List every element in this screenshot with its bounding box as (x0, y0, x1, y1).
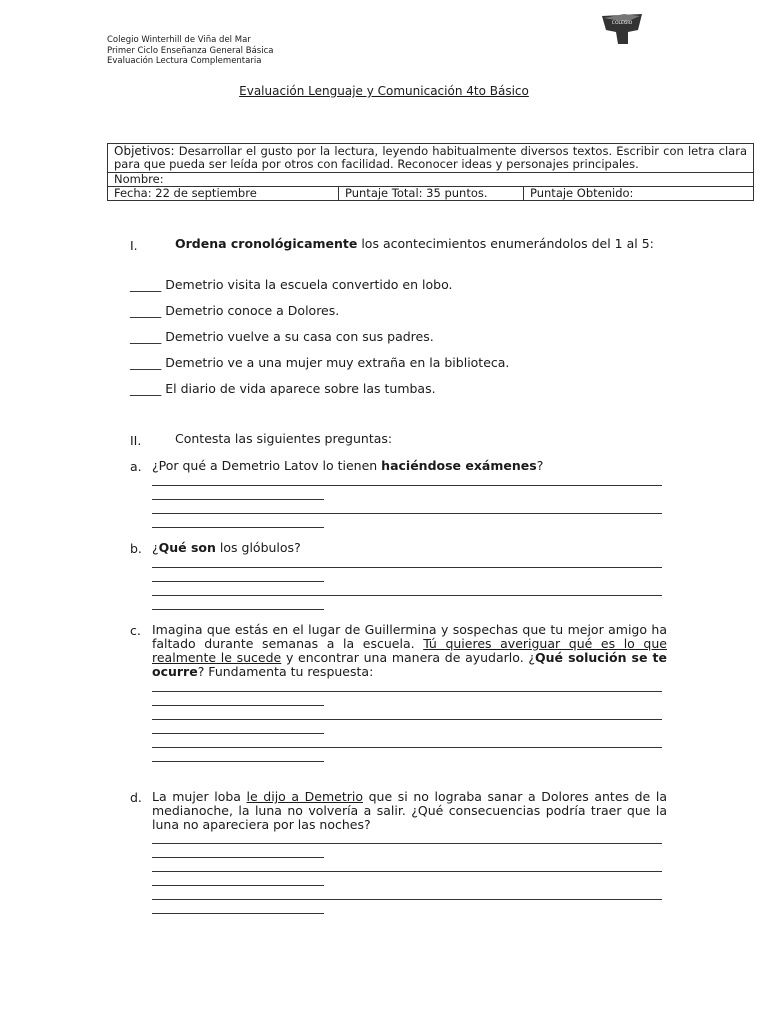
list-item: _____ Demetrio ve a una mujer muy extraña en la biblioteca. (130, 355, 510, 370)
list-item: _____ Demetrio visita la escuela convertido en lobo. (130, 277, 453, 292)
question-text: los glóbulos? (215, 540, 301, 555)
question-bold: Qué solución se te ocurre (152, 650, 667, 679)
list-item: _____ El diario de vida aparece sobre las tumbas. (130, 381, 436, 396)
question-b (130, 541, 670, 621)
question-letter: a. (130, 459, 142, 474)
answer-line[interactable] (152, 856, 324, 858)
answer-line[interactable] (152, 746, 662, 748)
answer-line[interactable] (152, 912, 324, 914)
section-one-instruction: los acontecimientos enumerándolos del 1 al 5: (357, 236, 654, 251)
section-one-numeral: I. (130, 238, 138, 253)
answer-line[interactable] (152, 732, 324, 734)
date-cell (108, 187, 339, 201)
name-cell[interactable] (108, 173, 754, 187)
evaluation-name: Evaluación Lectura Complementaria (107, 56, 262, 66)
question-a (130, 459, 670, 539)
answer-line[interactable] (152, 594, 662, 596)
question-d (130, 790, 670, 920)
answer-line[interactable] (152, 704, 324, 706)
obtained-score-cell[interactable] (524, 187, 754, 201)
answer-line[interactable] (152, 718, 662, 720)
answer-line[interactable] (152, 690, 662, 692)
answer-line[interactable] (152, 870, 662, 872)
question-text: que si no lograba sanar a Dolores antes de la medianoche, la luna no volvería a salir. ¿Qué consecuencias podría traer que la luna no apareciera por las noches? (152, 789, 667, 832)
objectives-cell (108, 144, 754, 173)
question-text: ¿Por qué a Demetrio Latov lo tienen (152, 458, 382, 473)
question-text: La mujer loba (152, 789, 247, 804)
question-text: y encontrar una manera de ayudarlo. ¿ (281, 650, 535, 665)
objectives-label: Objetivos: (114, 144, 175, 158)
question-text: ¿ (152, 540, 159, 555)
answer-line[interactable] (152, 498, 324, 500)
question-bold: Qué son (158, 540, 216, 555)
question-underlined: le dijo a Demetrio (246, 789, 364, 804)
answer-line[interactable] (152, 842, 662, 844)
total-score-cell (339, 187, 524, 201)
school-header (107, 35, 273, 67)
section-two-numeral: II. (130, 433, 142, 448)
question-text: Imagina que estás en el lugar de Guillermina y sospechas que tu mejor amigo ha faltado durante semanas a la escuela. (152, 622, 667, 651)
objectives-text: Desarrollar el gusto por la lectura, leyendo habitualmente diversos textos. Escribir con letra clara para que pueda ser leída por otros con facilidad. Reconocer ideas y personajes principales. (114, 144, 747, 171)
question-text: ? Fundamenta tu respuesta: (197, 664, 374, 679)
question-bold: haciéndose exámenes (381, 458, 537, 473)
question-letter: d. (130, 790, 142, 805)
school-name: Colegio Winterhill de Viña del Mar (107, 35, 251, 45)
document-title: Evaluación Lenguaje y Comunicación 4to Básico (239, 84, 529, 98)
list-item: _____ Demetrio conoce a Dolores. (130, 303, 340, 318)
date-label: Fecha: 22 de septiembre (114, 186, 257, 200)
list-item: _____ Demetrio vuelve a su casa con sus padres. (130, 329, 434, 344)
answer-line[interactable] (152, 884, 324, 886)
answer-line[interactable] (152, 526, 324, 528)
question-c (130, 623, 670, 773)
answer-line[interactable] (152, 760, 324, 762)
cycle-name: Primer Ciclo Enseñanza General Básica (107, 45, 274, 56)
logo-text: COLEGIO (611, 21, 633, 26)
obtained-score-label: Puntaje Obtenido: (530, 186, 634, 200)
answer-line[interactable] (152, 898, 662, 900)
answer-line[interactable] (152, 512, 662, 514)
question-text: ? (536, 458, 544, 473)
name-label: Nombre: (114, 172, 164, 186)
answer-line[interactable] (152, 608, 324, 610)
section-one-instruction-bold: Ordena cronológicamente (175, 236, 358, 251)
answer-line[interactable] (152, 580, 324, 582)
question-letter: b. (130, 541, 142, 556)
question-underlined: Tú quieres averiguar qué es lo que realmente le sucede (152, 636, 667, 665)
answer-line[interactable] (152, 484, 662, 486)
answer-line[interactable] (152, 566, 662, 568)
school-logo (598, 12, 646, 46)
total-score-label: Puntaje Total: 35 puntos. (345, 186, 488, 200)
info-table (107, 143, 754, 201)
question-letter: c. (130, 623, 141, 638)
section-two-instruction: Contesta las siguientes preguntas: (175, 431, 393, 446)
